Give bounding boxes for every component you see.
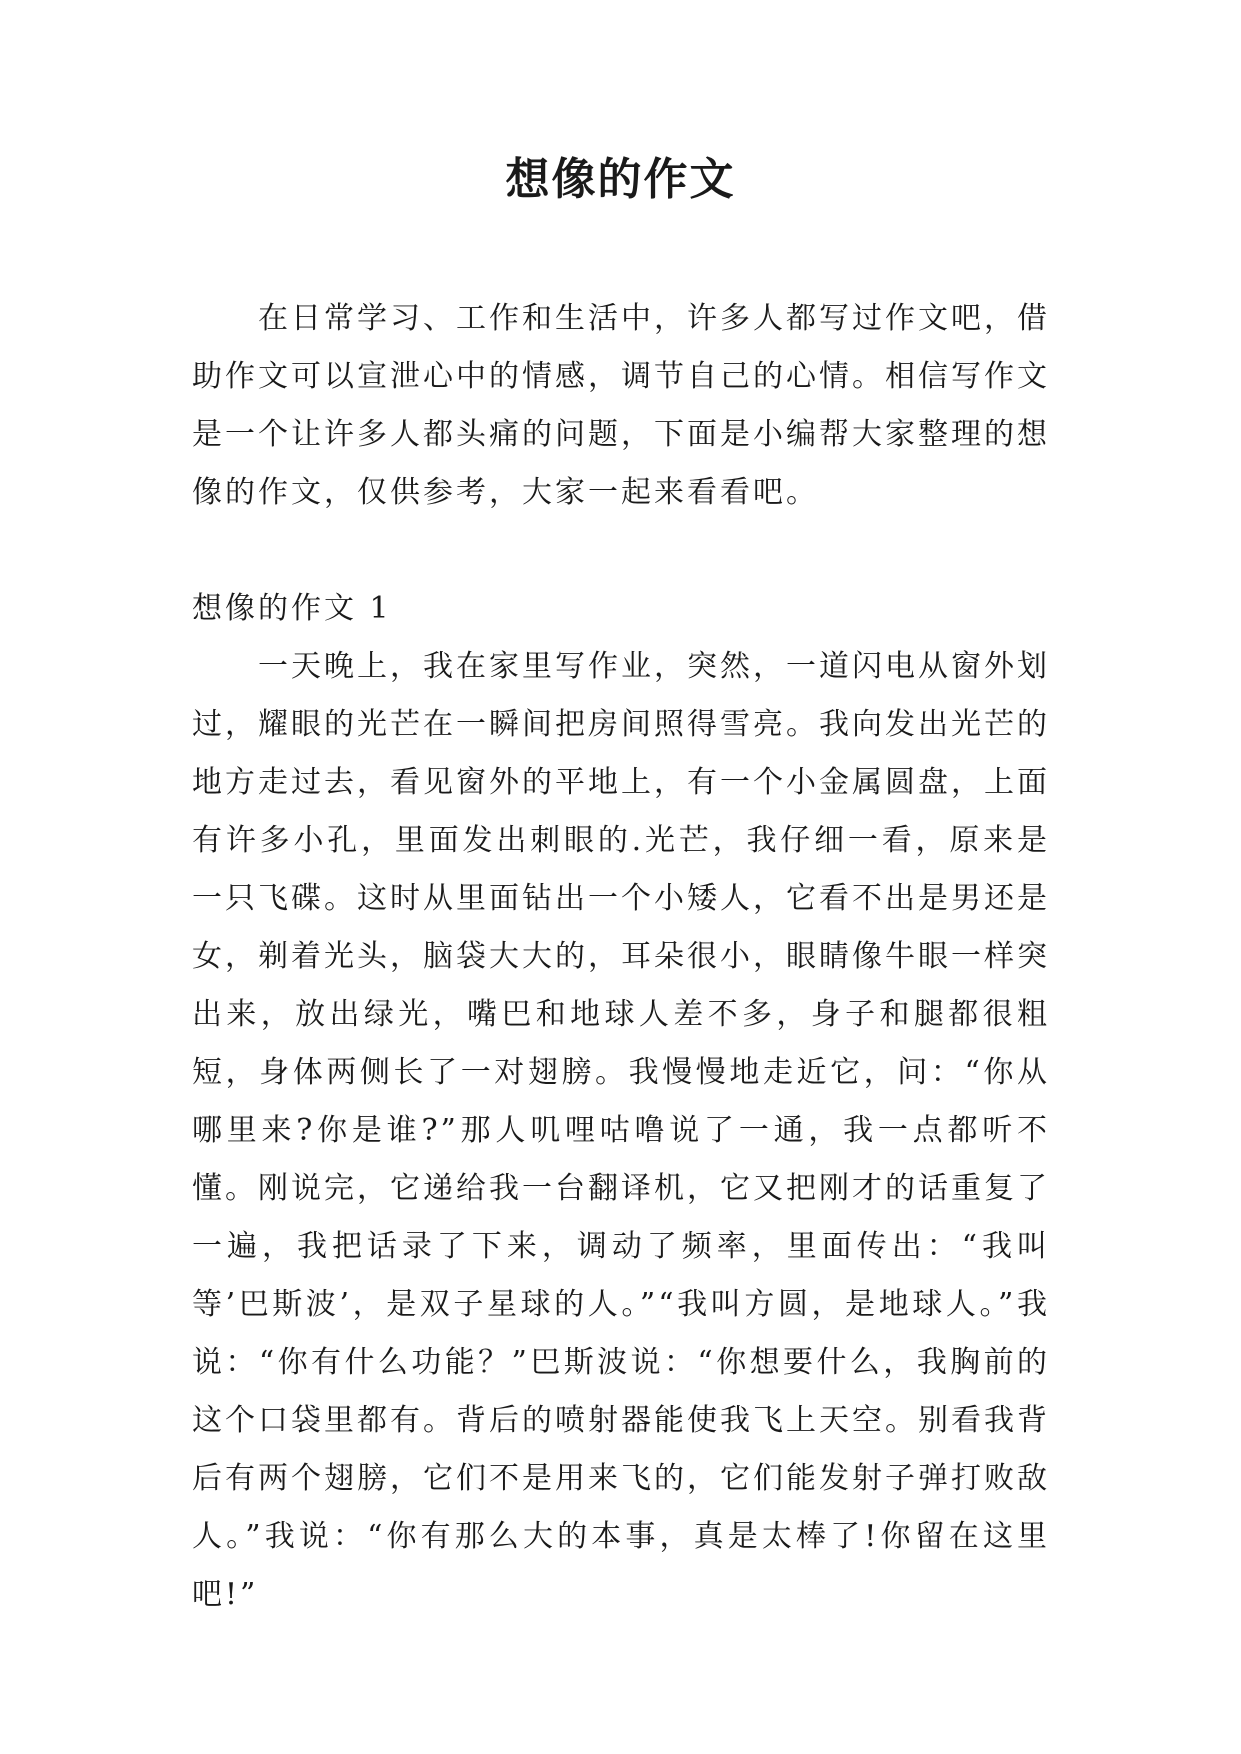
intro-paragraph: 在日常学习、工作和生活中，许多人都写过作文吧，借助作文可以宣泄心中的情感，调节自己的心情。相信写作文是一个让许多人都头痛的问题，下面是小编帮大家整理的想像的作文，仅供参考，大家一起来看看吧。 [192,301,1050,510]
document-title: 想像的作文 [505,154,736,205]
section-heading: 想像的作文 1 [192,591,392,626]
essay-paragraph: 一天晚上，我在家里写作业，突然，一道闪电从窗外划过，耀眼的光芒在一瞬间把房间照得雪亮。我向发出光芒的地方走过去，看见窗外的平地上，有一个小金属圆盘，上面有许多小孔，里面发出刺眼的.光芒，我仔细一看，原来是一只飞碟。这时从里面钻出一个小矮人，它看不出是男还是女，剃着光头，脑袋大大的，耳朵很小，眼睛像牛眼一样突出来，放出绿光，嘴巴和地球人差不多，身子和腿都很粗短，身体两侧长了一对翅膀。我慢慢地走近它，问：“你从哪里来?你是谁?”那人叽哩咕噜说了一通，我一点都听不懂。刚说完，它递给我一台翻译机，它又把刚才的话重复了一遍，我把话录了下来，调动了频率，里面传出：“我叫等’巴斯波’，是双子星球的人。”“我叫方圆，是地球人。”我说：“你有什么功能？”巴斯波说：“你想要什么，我胸前的这个口袋里都有。背后的喷射器能使我飞上天空。别看我背后有两个翅膀，它们不是用来飞的，它们能发射子弹打败敌人。”我说：“你有那么大的本事，真是太棒了!你留在这里吧!” [192,649,1050,1612]
